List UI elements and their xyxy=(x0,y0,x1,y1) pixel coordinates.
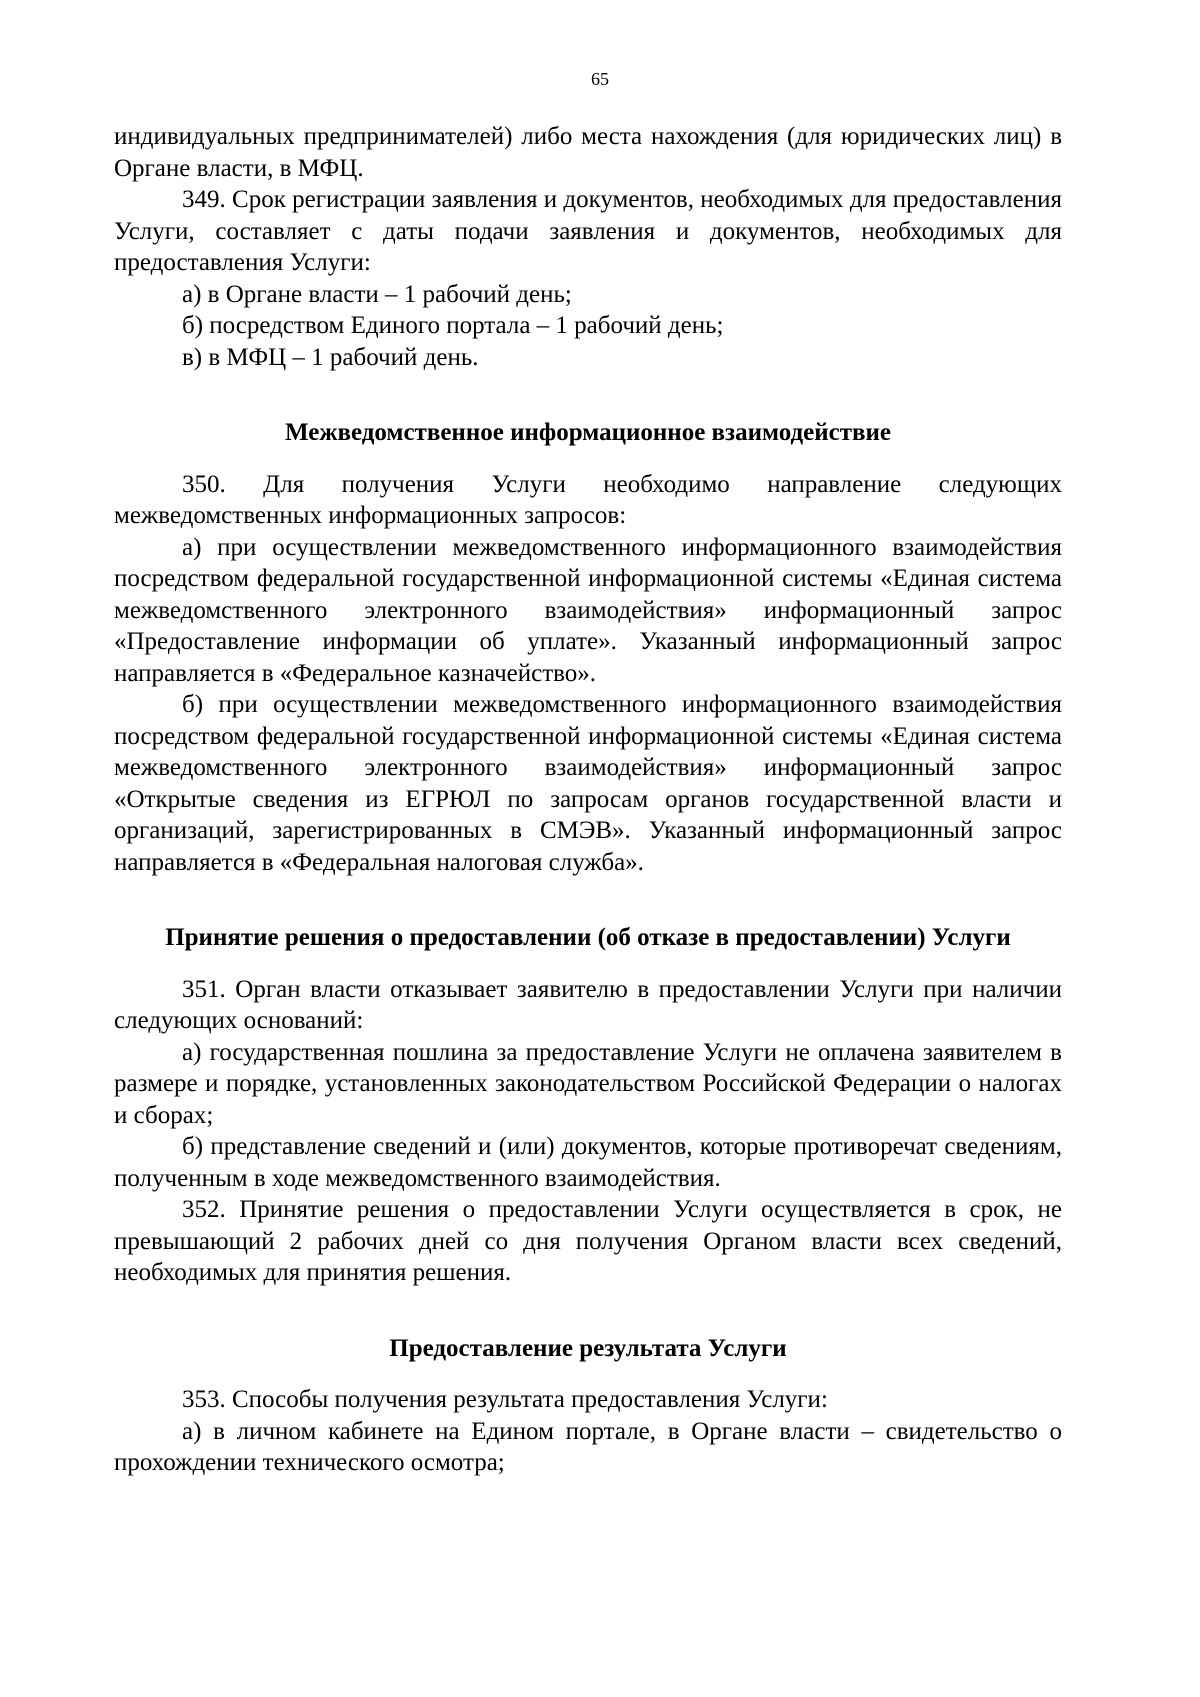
paragraph-351: 351. Орган власти отказывает заявителю в предоставлении Услуги при наличии следующих оснований: xyxy=(114,975,1062,1034)
paragraph-350: 350. Для получения Услуги необходимо направление следующих межведомственных информационных запросов: xyxy=(114,470,1062,529)
list-item: а) при осуществлении межведомственного информационного взаимодействия посредством федеральной государственной информационной системы «Единая система межведомственного электронного взаимодействия» информационный запрос «Предоставление информации об уплате». Указанный информационный запрос направляется в «Федеральное казначейство». xyxy=(114,533,1062,687)
section-spacer xyxy=(114,1364,1062,1384)
list-item: б) представление сведений и (или) документов, которые противоречат сведениям, полученным в ходе межведомственного взаимодействия. xyxy=(114,1133,1062,1192)
paragraph-349: 349. Срок регистрации заявления и документов, необходимых для предоставления Услуги, составляет с даты подачи заявления и документов, необходимых для предоставления Услуги: xyxy=(114,186,1062,276)
list-item: в) в МФЦ – 1 рабочий день. xyxy=(182,343,479,371)
list-item: б) при осуществлении межведомственного информационного взаимодействия посредством федеральной государственной информационной системы «Единая система межведомственного электронного взаимодействия» информационный запрос «Открытые сведения из ЕГРЮЛ по запросам органов государственной власти и организаций, зарегистрированных в СМЭВ». Указанный информационный запрос направляется в «Федеральная налоговая служба». xyxy=(114,691,1062,876)
page-number: 65 xyxy=(591,69,609,89)
list-item: а) в Органе власти – 1 рабочий день; xyxy=(182,280,572,308)
section-spacer xyxy=(114,878,1062,922)
section-spacer xyxy=(114,373,1062,417)
section-heading: Принятие решения о предоставлении (об отказе в предоставлении) Услуги xyxy=(165,924,1011,951)
section-heading: Межведомственное информационное взаимодействие xyxy=(285,419,891,446)
paragraph: индивидуальных предпринимателей) либо места нахождения (для юридических лиц) в Органе власти, в МФЦ. xyxy=(114,123,1062,182)
list-item: а) в личном кабинете на Едином портале, в Органе власти – свидетельство о прохождении технического осмотра; xyxy=(114,1417,1062,1476)
section-heading: Предоставление результата Услуги xyxy=(389,1334,787,1362)
section-spacer xyxy=(114,1289,1062,1333)
document-body xyxy=(114,121,1062,1479)
section-spacer xyxy=(114,449,1062,469)
section-spacer xyxy=(114,954,1062,974)
list-item: б) посредством Единого портала – 1 рабочий день; xyxy=(182,312,724,339)
paragraph-352: 352. Принятие решения о предоставлении Услуги осуществляется в срок, не превышающий 2 рабочих дней со дня получения Органом власти всех сведений, необходимых для принятия решения. xyxy=(114,1196,1062,1286)
paragraph-353: 353. Способы получения результата предоставления Услуги: xyxy=(182,1386,828,1413)
list-item: а) государственная пошлина за предоставление Услуги не оплачена заявителем в размере и порядке, установленных законодательством Российской Федерации о налогах и сборах; xyxy=(114,1038,1062,1129)
